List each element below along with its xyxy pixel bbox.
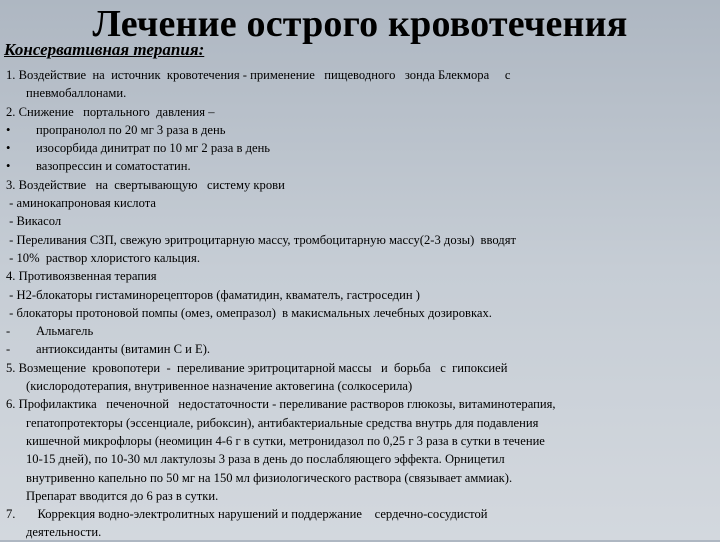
item-text: пропранолол по 20 мг 3 раза в день [36,122,226,137]
continuation-line: гепатопротекторы (эссенциале, рибоксин), антибактериальные средства внутрь для подавления [26,415,539,430]
dash-marker: - [6,342,11,357]
slide-subtitle: Консервативная терапия: [4,40,205,59]
text-line: 1. Воздействие на источник кровотечения - применение пищеводного зонда Блекмора с [6,68,511,82]
text-line: 6. Профилактика печеночной недостаточности - переливание растворов глюкозы, витаминотерапия, [6,397,556,412]
item-text: антиоксиданты (витамин С и Е). [36,342,211,357]
text-line: - Викасол [6,214,62,229]
text-line: 5. Возмещение кровопотери - переливание эритроцитарной массы и борьба с гипоксией [6,360,508,375]
text-line: 3. Воздействие на свертывающую систему крови [6,177,285,192]
continuation-line: (кислородотерапия, внутривенное назначение актовегина (солкосерила) [26,379,413,394]
item-text: изосорбида динитрат по 10 мг 2 раза в день [36,141,271,156]
bullet-marker: • [6,159,11,174]
dash-item [6,340,712,358]
bullet-item [6,157,712,175]
bullet-marker: • [6,141,11,156]
item-text: вазопрессин и соматостатин. [36,159,191,174]
text-line: 7. Коррекция водно-электролитных нарушений и поддержание сердечно-сосудистой [6,507,488,522]
continuation-line: кишечной микрофлоры (неомицин 4-6 г в сутки, метронидазол по 0,25 г 3 раза в сутки в течение [26,433,545,448]
continuation-line: Препарат вводится до 6 раз в сутки. [26,488,219,503]
text-line: - Н2-блокаторы гистаминорецепторов (фаматидин, квамателъ, гастроседин ) [6,287,420,302]
slide-title: Лечение острого кровотечения [92,3,628,45]
continuation-line: деятельности. [26,525,102,540]
bullet-marker: • [6,122,11,137]
text-line: - блокаторы протоновой помпы (омез, омепразол) в макисмальных лечебных дозировках. [6,305,492,320]
continuation-line: пневмобаллонами. [26,86,127,101]
text-line: 2. Снижение портального давления – [6,104,215,119]
text-line: 4. Противоязвенная терапия [6,269,157,284]
continuation-line: 10-15 дней), по 10-30 мл лактулозы 3 раза в день до послабляющего эффекта. Орницетил [26,452,505,467]
text-line: - аминокапроновая кислота [6,196,156,211]
item-text: Альмагель [36,324,94,339]
text-line: - Переливания СЗП, свежую эритроцитарную массу, тромбоцитарную массу(2-3 дозы) вводят [6,232,517,247]
dash-item [6,322,712,340]
bullet-item [6,121,712,139]
bullet-item [6,139,712,157]
dash-marker: - [6,324,11,339]
continuation-line: внутривенно капельно по 50 мг на 150 мл физиологического раствора (связывает аммиак). [26,470,513,485]
slide-body [6,66,712,542]
text-line: - 10% раствор хлористого кальция. [6,250,200,265]
